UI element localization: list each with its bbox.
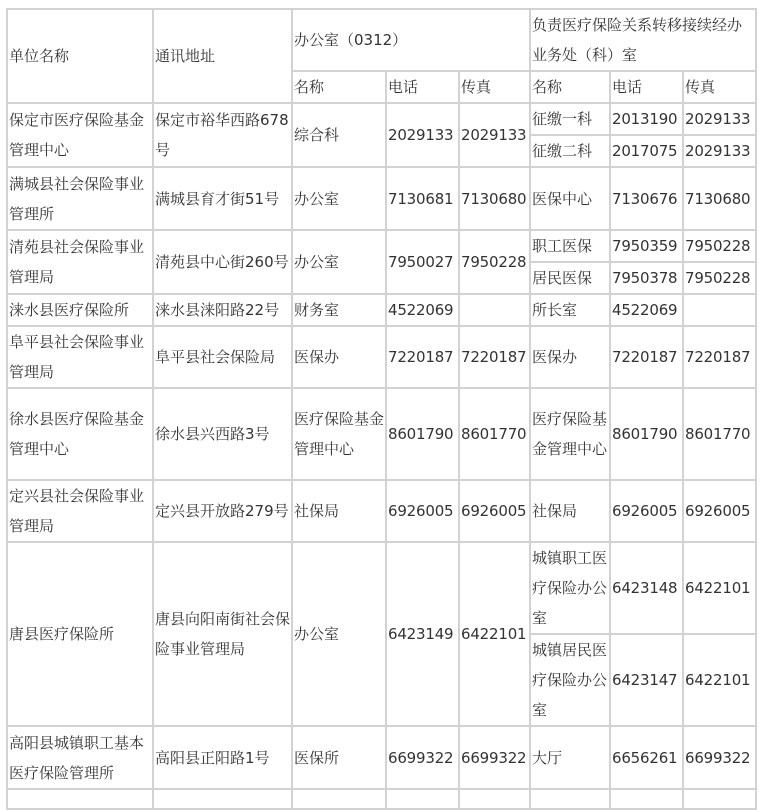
transfer-fax-cell: 7950228 (683, 262, 756, 294)
office-phone-cell: 7130681 (386, 167, 459, 230)
unit-name-cell: 阜平县社会保险事业管理局 (7, 326, 153, 388)
address-cell: 定兴县开放路279号 (153, 480, 292, 542)
office-phone-cell: 4522069 (386, 294, 459, 326)
header-transfer-fax: 传真 (683, 71, 756, 103)
unit-name-cell: 徐水县医疗保险基金管理中心 (7, 388, 153, 480)
transfer-name-cell: 征缴一科 (530, 103, 610, 135)
transfer-name-cell: 医疗保险基金管理中心 (530, 388, 610, 480)
table-row (7, 542, 756, 634)
transfer-name-cell: 医保中心 (530, 167, 610, 230)
office-name-cell: 办公室 (292, 167, 386, 230)
table-row (7, 294, 756, 326)
header-row-1 (7, 9, 756, 71)
unit-name-cell: 定兴县社会保险事业管理局 (7, 480, 153, 542)
header-unit-name: 单位名称 (7, 9, 153, 103)
table-row (7, 480, 756, 542)
office-name-cell: 医疗保险基金管理中心 (292, 388, 386, 480)
unit-name-cell: 保定市医疗保险基金管理中心 (7, 103, 153, 167)
table-row (7, 388, 756, 480)
transfer-phone-cell: 4522069 (610, 294, 683, 326)
header-office-fax: 传真 (459, 71, 530, 103)
transfer-fax-cell: 7220187 (683, 326, 756, 388)
office-name-cell: 办公室 (292, 230, 386, 294)
office-phone-cell: 6699322 (386, 726, 459, 789)
contacts-table-container (6, 8, 757, 810)
transfer-phone-cell: 2017075 (610, 135, 683, 167)
table-row (7, 103, 756, 135)
unit-name-cell: 唐县医疗保险所 (7, 542, 153, 726)
address-cell: 高阳县正阳路1号 (153, 726, 292, 789)
transfer-fax-cell: 6422101 (683, 634, 756, 726)
header-office-group: 办公室（0312） (292, 9, 530, 71)
transfer-phone-cell: 7950378 (610, 262, 683, 294)
office-phone-cell: 8601790 (386, 388, 459, 480)
transfer-phone-cell: 7130676 (610, 167, 683, 230)
transfer-name-cell: 征缴二科 (530, 135, 610, 167)
transfer-fax-cell: 7130680 (683, 167, 756, 230)
unit-name-cell: 清苑县社会保险事业管理局 (7, 230, 153, 294)
transfer-phone-cell: 6423148 (610, 542, 683, 634)
empty-cell (292, 789, 386, 809)
transfer-name-cell: 城镇居民医疗保险办公室 (530, 634, 610, 726)
transfer-fax-cell: 8601770 (683, 388, 756, 480)
transfer-name-cell: 所长室 (530, 294, 610, 326)
address-cell: 涞水县涞阳路22号 (153, 294, 292, 326)
header-office-phone: 电话 (386, 71, 459, 103)
table-row-partial (7, 789, 756, 809)
office-name-cell: 医保办 (292, 326, 386, 388)
header-office-name: 名称 (292, 71, 386, 103)
transfer-phone-cell: 8601790 (610, 388, 683, 480)
empty-cell (153, 789, 292, 809)
office-phone-cell: 7950027 (386, 230, 459, 294)
header-address: 通讯地址 (153, 9, 292, 103)
office-fax-cell: 7950228 (459, 230, 530, 294)
empty-cell (386, 789, 459, 809)
transfer-phone-cell: 6656261 (610, 726, 683, 789)
office-fax-cell: 7130680 (459, 167, 530, 230)
header-transfer-group: 负责医疗保险关系转移接续经办业务处（科）室 (530, 9, 756, 71)
address-cell: 徐水县兴西路3号 (153, 388, 292, 480)
office-fax-cell: 6422101 (459, 542, 530, 726)
transfer-name-cell: 居民医保 (530, 262, 610, 294)
transfer-fax-cell: 2029133 (683, 135, 756, 167)
transfer-fax-cell: 6699322 (683, 726, 756, 789)
office-phone-cell: 6423149 (386, 542, 459, 726)
transfer-name-cell: 社保局 (530, 480, 610, 542)
medical-insurance-contacts-table (6, 8, 757, 810)
office-name-cell: 财务室 (292, 294, 386, 326)
header-transfer-phone: 电话 (610, 71, 683, 103)
transfer-fax-cell: 2029133 (683, 103, 756, 135)
office-fax-cell: 6926005 (459, 480, 530, 542)
office-phone-cell: 7220187 (386, 326, 459, 388)
empty-cell (7, 789, 153, 809)
unit-name-cell: 涞水县医疗保险所 (7, 294, 153, 326)
office-fax-cell (459, 294, 530, 326)
office-phone-cell: 6926005 (386, 480, 459, 542)
office-fax-cell: 2029133 (459, 103, 530, 167)
empty-cell (610, 789, 683, 809)
transfer-name-cell: 城镇职工医疗保险办公室 (530, 542, 610, 634)
address-cell: 满城县育才街51号 (153, 167, 292, 230)
address-cell: 唐县向阳南街社会保险事业管理局 (153, 542, 292, 726)
address-cell: 保定市裕华西路678号 (153, 103, 292, 167)
unit-name-cell: 满城县社会保险事业管理所 (7, 167, 153, 230)
transfer-fax-cell: 6926005 (683, 480, 756, 542)
address-cell: 阜平县社会保险局 (153, 326, 292, 388)
transfer-phone-cell: 6926005 (610, 480, 683, 542)
unit-name-cell: 高阳县城镇职工基本医疗保险管理所 (7, 726, 153, 789)
office-fax-cell: 6699322 (459, 726, 530, 789)
office-name-cell: 医保所 (292, 726, 386, 789)
office-phone-cell: 2029133 (386, 103, 459, 167)
transfer-fax-cell (683, 294, 756, 326)
office-fax-cell: 8601770 (459, 388, 530, 480)
table-row (7, 326, 756, 388)
table-row (7, 726, 756, 789)
header-transfer-name: 名称 (530, 71, 610, 103)
office-name-cell: 社保局 (292, 480, 386, 542)
transfer-phone-cell: 7950359 (610, 230, 683, 262)
transfer-name-cell: 大厅 (530, 726, 610, 789)
empty-cell (683, 789, 756, 809)
table-row (7, 167, 756, 230)
transfer-fax-cell: 7950228 (683, 230, 756, 262)
empty-cell (530, 789, 610, 809)
address-cell: 清苑县中心街260号 (153, 230, 292, 294)
transfer-name-cell: 医保办 (530, 326, 610, 388)
table-row (7, 230, 756, 262)
transfer-phone-cell: 7220187 (610, 326, 683, 388)
transfer-phone-cell: 6423147 (610, 634, 683, 726)
office-fax-cell: 7220187 (459, 326, 530, 388)
office-name-cell: 办公室 (292, 542, 386, 726)
office-name-cell: 综合科 (292, 103, 386, 167)
empty-cell (459, 789, 530, 809)
transfer-name-cell: 职工医保 (530, 230, 610, 262)
transfer-fax-cell: 6422101 (683, 542, 756, 634)
transfer-phone-cell: 2013190 (610, 103, 683, 135)
